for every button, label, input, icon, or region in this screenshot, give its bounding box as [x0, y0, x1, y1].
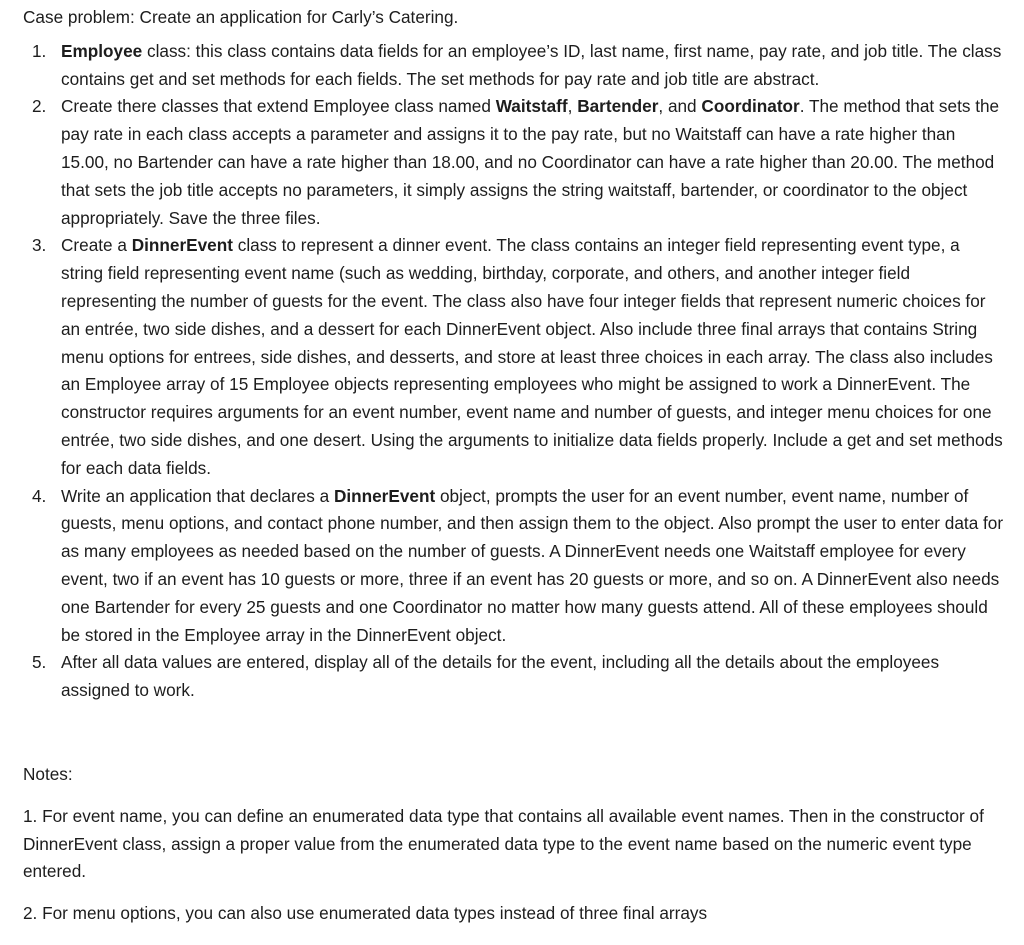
task-item-1 [23, 38, 1008, 94]
task-text-pre: Write an application that declares a [61, 485, 334, 506]
task-text-rest: class: this class contains data fields for an employee’s ID, last name, first name, pay rate, and job title. The class contains get and set methods for each fields. The set methods for pay rate and job title are abstract. [61, 40, 1002, 89]
bold-term: Waitstaff [495, 96, 568, 117]
bold-term: DinnerEvent [131, 235, 233, 256]
task-text-post: class to represent a dinner event. The class contains an integer field representing event type, a string field representing event name (such as wedding, birthday, corporate, and others, and another integer field representing the number of guests for the event. The class also have four integer fields that represent numeric choices for an entrée, two side dishes, and a dessert for each DinnerEvent object. Also include three final arrays that contains String menu options for entrees, side dishes, and desserts, and store at least three choices in each array. The class also includes an Employee array of 15 Employee objects representing employees who might be assigned to work a DinnerEvent. The constructor requires arguments for an event number, event name and number of guests, and integer menu choices for one entrée, two side dishes, and one desert. Using the arguments to initialize data fields properly. Include a get and set methods for each data fields. [61, 235, 1003, 478]
task-number: 4. [32, 485, 47, 506]
task-item-2 [23, 93, 1008, 232]
task-text [61, 232, 1008, 482]
note-item-1: 1. For event name, you can define an enumerated data type that contains all available event names. Then in the constructor of DinnerEvent class, assign a proper value from the enumerated data type to the event name based on the numeric event type entered. [23, 805, 984, 882]
task-text-post: object, prompts the user for an event number, event name, number of guests, menu options, and contact phone number, and then assign them to the object. Also prompt the user to enter data for as many employees as needed based on the number of guests. A DinnerEvent needs one Waitstaff employee for every event, two if an event has 10 guests or more, three if an event has 20 guests or more, and so on. A DinnerEvent also needs one Bartender for every 25 guests and one Coordinator no matter how many guests attend. All of these employees should be stored in the Employee array in the DinnerEvent object. [61, 485, 1004, 645]
task-number: 5. [32, 652, 47, 673]
case-problem-intro: Case problem: Create an application for Carly’s Catering. [23, 7, 459, 27]
separator: , and [658, 96, 702, 117]
task-text: After all data values are entered, display all of the details for the event, including all the details about the employees assigned to work. [61, 652, 940, 701]
task-text-pre: Create there classes that extend Employee class named [61, 96, 496, 117]
task-text-post: . The method that sets the pay rate in each class accepts a parameter and assigns it to the pay rate, but no Waitstaff can have a rate higher than 15.00, no Bartender can have a rate higher than 18.00, and no Coordinator can have a rate higher than 20.00. The method that sets the job title accepts no parameters, it simply assigns the string waitstaff, bartender, or coordinator to the object appropriately. Save the three files. [61, 96, 1000, 228]
task-number: 3. [32, 235, 47, 256]
bold-term: Bartender [577, 96, 659, 117]
task-text [61, 38, 1008, 94]
task-text [61, 93, 1008, 232]
bold-term: Coordinator [701, 96, 800, 117]
note-item-2: 2. For menu options, you can also use enumerated data types instead of three final arrays [23, 903, 708, 924]
task-text [61, 483, 1008, 650]
task-item-5 [23, 649, 1008, 705]
bold-term: Employee [61, 40, 143, 61]
task-number: 1. [32, 40, 47, 61]
task-number: 2. [32, 96, 47, 117]
task-item-3 [23, 232, 1008, 482]
task-item-4 [23, 483, 1008, 650]
separator: , [567, 96, 578, 117]
bold-term: DinnerEvent [333, 485, 436, 506]
task-text-pre: Create a [61, 235, 132, 256]
task-list [23, 38, 1008, 705]
notes-heading: Notes: [23, 763, 73, 784]
